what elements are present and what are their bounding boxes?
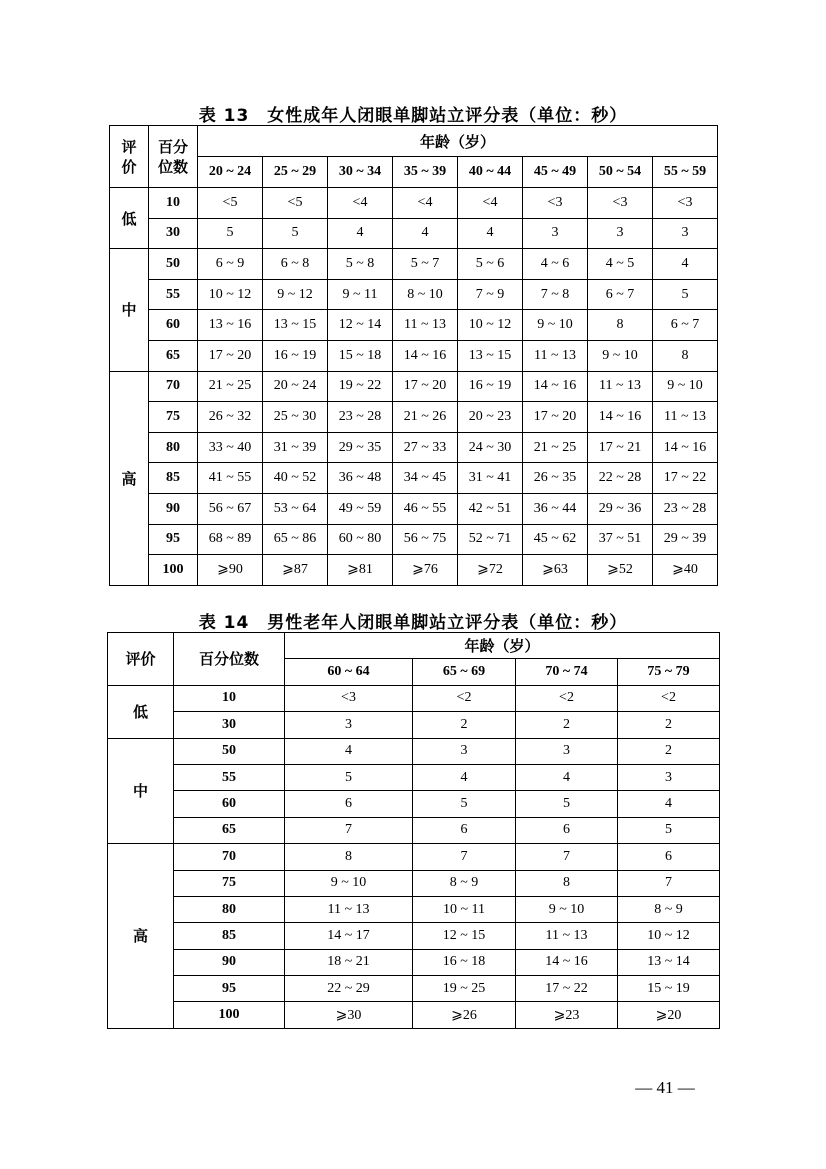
table-row [108,949,720,975]
value-cell: 5 ~ 8 [328,249,393,280]
value-cell: 5 [263,218,328,249]
value-cell: 31 ~ 41 [458,463,523,494]
value-cell: 3 [523,218,588,249]
table13-title: 表 13 女性成年人闭眼单脚站立评分表（单位：秒） [198,106,628,126]
value-cell: 45 ~ 62 [523,524,588,555]
percentile-cell: 65 [174,817,285,843]
value-cell: 14 ~ 16 [516,949,618,975]
value-cell: 10 ~ 12 [458,310,523,341]
table-row [110,432,718,463]
value-cell: <2 [618,685,720,711]
value-cell: 5 [516,791,618,817]
value-cell: 31 ~ 39 [263,432,328,463]
value-cell: 4 [393,218,458,249]
value-cell: 11 ~ 13 [285,896,413,922]
value-cell: 6 [516,817,618,843]
value-cell: 11 ~ 13 [523,340,588,371]
age-header-cell: 30 ~ 34 [328,157,393,188]
value-cell: 12 ~ 15 [413,923,516,949]
value-cell: 52 ~ 71 [458,524,523,555]
value-cell: 17 ~ 20 [198,340,263,371]
value-cell: 17 ~ 21 [588,432,653,463]
percentile-cell: 60 [174,791,285,817]
value-cell: 14 ~ 17 [285,923,413,949]
value-cell: 29 ~ 39 [653,524,718,555]
value-cell: 7 ~ 8 [523,279,588,310]
value-cell: <2 [516,685,618,711]
age-group-header: 年龄（岁） [198,126,718,157]
value-cell: 13 ~ 15 [263,310,328,341]
value-cell: 4 ~ 5 [588,249,653,280]
value-cell: 34 ~ 45 [393,463,458,494]
value-cell: <3 [285,685,413,711]
table-row [108,923,720,949]
age-header-cell: 70 ~ 74 [516,659,618,685]
age-group-header: 年龄（岁） [285,633,720,659]
value-cell: 7 [413,844,516,870]
table-row [108,1002,720,1028]
value-cell: 12 ~ 14 [328,310,393,341]
table-row [110,279,718,310]
value-cell: <3 [588,188,653,219]
rating-header: 评 价 [110,126,149,188]
value-cell: <4 [458,188,523,219]
value-cell: 14 ~ 16 [588,402,653,433]
value-cell: 17 ~ 20 [393,371,458,402]
value-cell: 27 ~ 33 [393,432,458,463]
value-cell: 46 ~ 55 [393,493,458,524]
value-cell: 8 [285,844,413,870]
value-cell: 13 ~ 14 [618,949,720,975]
table-row [108,712,720,738]
table-row [110,249,718,280]
value-cell: ⩾30 [285,1002,413,1028]
table-row [110,310,718,341]
value-cell: 9 ~ 10 [516,896,618,922]
value-cell: 6 ~ 7 [653,310,718,341]
value-cell: 23 ~ 28 [653,493,718,524]
value-cell: 6 [413,817,516,843]
value-cell: 13 ~ 15 [458,340,523,371]
value-cell: 3 [653,218,718,249]
table-row [108,738,720,764]
value-cell: 21 ~ 25 [523,432,588,463]
percentile-cell: 80 [149,432,198,463]
value-cell: 24 ~ 30 [458,432,523,463]
value-cell: 2 [618,712,720,738]
age-header-cell: 65 ~ 69 [413,659,516,685]
value-cell: 49 ~ 59 [328,493,393,524]
percentile-cell: 75 [149,402,198,433]
percentile-cell: 10 [149,188,198,219]
rating-cell: 低 [108,685,174,738]
value-cell: 33 ~ 40 [198,432,263,463]
value-cell: 11 ~ 13 [588,371,653,402]
value-cell: 7 ~ 9 [458,279,523,310]
value-cell: <4 [393,188,458,219]
percentile-cell: 100 [174,1002,285,1028]
value-cell: 40 ~ 52 [263,463,328,494]
percentile-cell: 50 [174,738,285,764]
value-cell: 9 ~ 10 [285,870,413,896]
percentile-cell: 50 [149,249,198,280]
value-cell: 22 ~ 28 [588,463,653,494]
value-cell: 9 ~ 10 [653,371,718,402]
value-cell: 20 ~ 24 [263,371,328,402]
value-cell: 16 ~ 19 [263,340,328,371]
rating-cell: 高 [108,844,174,1029]
value-cell: 5 ~ 6 [458,249,523,280]
value-cell: 14 ~ 16 [393,340,458,371]
value-cell: ⩾20 [618,1002,720,1028]
value-cell: 56 ~ 67 [198,493,263,524]
page-number: — 41 — [635,1078,695,1097]
value-cell: 22 ~ 29 [285,976,413,1002]
value-cell: 68 ~ 89 [198,524,263,555]
value-cell: 15 ~ 19 [618,976,720,1002]
value-cell: 36 ~ 48 [328,463,393,494]
value-cell: 17 ~ 20 [523,402,588,433]
percentile-header: 百分位数 [174,633,285,686]
table-row [110,493,718,524]
value-cell: ⩾40 [653,555,718,586]
value-cell: 4 [458,218,523,249]
value-cell: 5 [413,791,516,817]
value-cell: <5 [198,188,263,219]
value-cell: 3 [588,218,653,249]
age-header-cell: 75 ~ 79 [618,659,720,685]
value-cell: 7 [516,844,618,870]
table-row [108,844,720,870]
value-cell: 23 ~ 28 [328,402,393,433]
value-cell: 2 [516,712,618,738]
value-cell: 8 ~ 9 [618,896,720,922]
table-row [110,402,718,433]
value-cell: 4 [328,218,393,249]
percentile-cell: 55 [149,279,198,310]
value-cell: 17 ~ 22 [516,976,618,1002]
table14-title: 表 14 男性老年人闭眼单脚站立评分表（单位：秒） [198,613,628,633]
value-cell: 13 ~ 16 [198,310,263,341]
percentile-cell: 75 [174,870,285,896]
value-cell: 9 ~ 10 [588,340,653,371]
value-cell: 36 ~ 44 [523,493,588,524]
value-cell: 18 ~ 21 [285,949,413,975]
percentile-cell: 30 [174,712,285,738]
value-cell: 26 ~ 32 [198,402,263,433]
value-cell: ⩾23 [516,1002,618,1028]
rating-cell: 高 [110,371,149,585]
percentile-cell: 90 [149,493,198,524]
value-cell: ⩾87 [263,555,328,586]
value-cell: ⩾72 [458,555,523,586]
value-cell: 15 ~ 18 [328,340,393,371]
value-cell: <2 [413,685,516,711]
table-row [110,524,718,555]
value-cell: 4 [285,738,413,764]
value-cell: 11 ~ 13 [653,402,718,433]
rating-cell: 低 [110,188,149,249]
rating-header: 评价 [108,633,174,686]
value-cell: 11 ~ 13 [516,923,618,949]
value-cell: <3 [653,188,718,219]
table-row [110,371,718,402]
value-cell: 7 [618,870,720,896]
table13-female-adult-one-leg-stand [109,125,718,586]
age-header-cell: 25 ~ 29 [263,157,328,188]
percentile-cell: 70 [149,371,198,402]
value-cell: 10 ~ 12 [198,279,263,310]
table-row [110,218,718,249]
value-cell: 41 ~ 55 [198,463,263,494]
value-cell: 4 [653,249,718,280]
value-cell: 3 [618,764,720,790]
age-header-cell: 40 ~ 44 [458,157,523,188]
value-cell: 9 ~ 12 [263,279,328,310]
value-cell: 4 [516,764,618,790]
value-cell: 8 ~ 10 [393,279,458,310]
age-header-row [110,157,718,188]
percentile-cell: 85 [149,463,198,494]
table-row [110,340,718,371]
rating-cell: 中 [110,249,149,371]
percentile-cell: 55 [174,764,285,790]
percentile-cell: 30 [149,218,198,249]
table-row [110,463,718,494]
value-cell: <5 [263,188,328,219]
value-cell: 8 [588,310,653,341]
value-cell: ⩾52 [588,555,653,586]
value-cell: 14 ~ 16 [523,371,588,402]
value-cell: 19 ~ 22 [328,371,393,402]
age-header-cell: 20 ~ 24 [198,157,263,188]
value-cell: 5 [618,817,720,843]
percentile-cell: 80 [174,896,285,922]
value-cell: 6 ~ 8 [263,249,328,280]
table-row [108,896,720,922]
value-cell: <4 [328,188,393,219]
percentile-cell: 60 [149,310,198,341]
value-cell: 20 ~ 23 [458,402,523,433]
table-row [108,870,720,896]
value-cell: 6 ~ 9 [198,249,263,280]
value-cell: 3 [516,738,618,764]
value-cell: 2 [413,712,516,738]
value-cell: 4 ~ 6 [523,249,588,280]
table-row [110,555,718,586]
age-header-cell: 55 ~ 59 [653,157,718,188]
table-row [108,791,720,817]
value-cell: 53 ~ 64 [263,493,328,524]
table-row [110,188,718,219]
value-cell: 37 ~ 51 [588,524,653,555]
value-cell: 6 ~ 7 [588,279,653,310]
value-cell: ⩾76 [393,555,458,586]
percentile-cell: 90 [174,949,285,975]
value-cell: 21 ~ 26 [393,402,458,433]
value-cell: 16 ~ 18 [413,949,516,975]
value-cell: 25 ~ 30 [263,402,328,433]
value-cell: 65 ~ 86 [263,524,328,555]
table-row [108,685,720,711]
value-cell: 6 [285,791,413,817]
value-cell: 5 [198,218,263,249]
value-cell: 10 ~ 11 [413,896,516,922]
percentile-header: 百分 位数 [149,126,198,188]
value-cell: 56 ~ 75 [393,524,458,555]
value-cell: 5 [285,764,413,790]
value-cell: 42 ~ 51 [458,493,523,524]
value-cell: 5 [653,279,718,310]
table14-male-elderly-one-leg-stand [107,632,720,1029]
value-cell: 9 ~ 11 [328,279,393,310]
table-row [108,764,720,790]
percentile-cell: 65 [149,340,198,371]
value-cell: 14 ~ 16 [653,432,718,463]
value-cell: ⩾81 [328,555,393,586]
table-row [108,817,720,843]
value-cell: ⩾63 [523,555,588,586]
value-cell: 16 ~ 19 [458,371,523,402]
value-cell: 2 [618,738,720,764]
value-cell: 60 ~ 80 [328,524,393,555]
value-cell: 8 ~ 9 [413,870,516,896]
value-cell: 8 [653,340,718,371]
age-header-cell: 35 ~ 39 [393,157,458,188]
value-cell: 21 ~ 25 [198,371,263,402]
age-header-cell: 50 ~ 54 [588,157,653,188]
value-cell: 8 [516,870,618,896]
value-cell: 9 ~ 10 [523,310,588,341]
value-cell: 4 [618,791,720,817]
value-cell: 11 ~ 13 [393,310,458,341]
value-cell: 19 ~ 25 [413,976,516,1002]
value-cell: 29 ~ 36 [588,493,653,524]
value-cell: 3 [413,738,516,764]
age-header-cell: 45 ~ 49 [523,157,588,188]
value-cell: 17 ~ 22 [653,463,718,494]
table-row [108,976,720,1002]
percentile-cell: 70 [174,844,285,870]
percentile-cell: 95 [174,976,285,1002]
value-cell: ⩾90 [198,555,263,586]
value-cell: ⩾26 [413,1002,516,1028]
value-cell: 4 [413,764,516,790]
percentile-cell: 95 [149,524,198,555]
percentile-cell: 10 [174,685,285,711]
value-cell: 7 [285,817,413,843]
value-cell: 5 ~ 7 [393,249,458,280]
value-cell: 6 [618,844,720,870]
rating-cell: 中 [108,738,174,844]
age-header-cell: 60 ~ 64 [285,659,413,685]
value-cell: <3 [523,188,588,219]
percentile-cell: 100 [149,555,198,586]
value-cell: 26 ~ 35 [523,463,588,494]
value-cell: 10 ~ 12 [618,923,720,949]
value-cell: 3 [285,712,413,738]
value-cell: 29 ~ 35 [328,432,393,463]
percentile-cell: 85 [174,923,285,949]
